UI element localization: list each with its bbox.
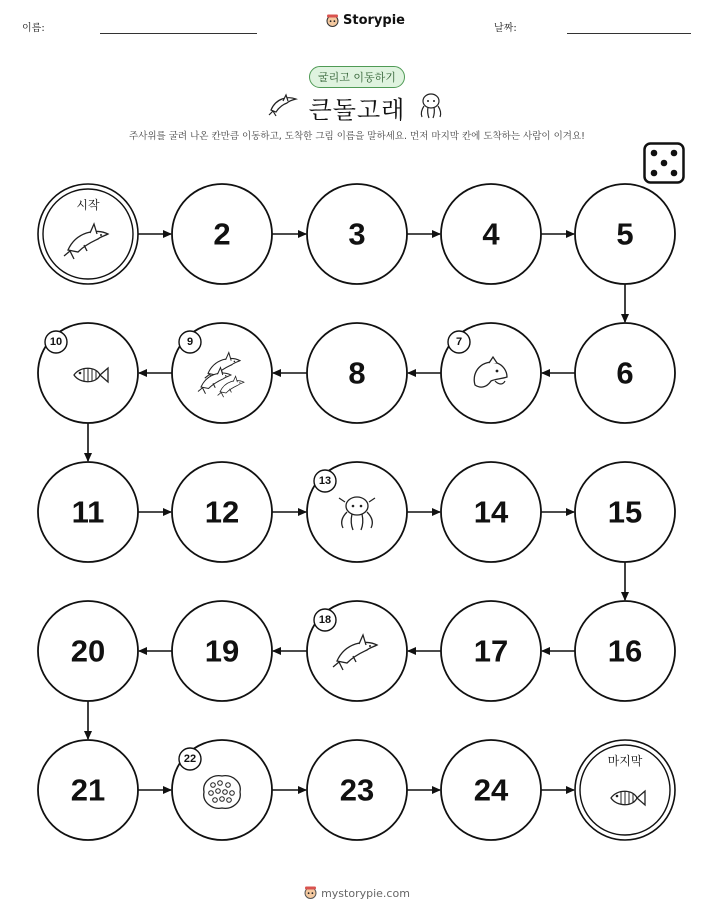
space-number: 23 (339, 772, 375, 808)
date-label: 날짜: (494, 23, 517, 34)
space-22 (172, 740, 272, 840)
space-number: 8 (348, 355, 366, 391)
space-number: 7 (455, 336, 463, 348)
space-number: 21 (70, 772, 106, 808)
name-label: 이름: (22, 23, 45, 34)
space-number: 16 (607, 633, 643, 669)
space-4 (441, 184, 541, 284)
space-16 (575, 601, 675, 701)
space-number: 11 (71, 494, 105, 530)
space-2 (172, 184, 272, 284)
space-number: 5 (616, 216, 634, 252)
space-6 (575, 323, 675, 423)
page-title: 큰돌고래 (308, 96, 406, 124)
space-number: 6 (616, 355, 634, 391)
space-10 (38, 323, 138, 423)
board-spaces (38, 184, 675, 840)
space-number: 20 (70, 633, 106, 669)
space-17 (441, 601, 541, 701)
footer-site: mystorypie.com (321, 886, 410, 900)
space-18 (307, 601, 407, 701)
space-23 (307, 740, 407, 840)
space-9 (172, 323, 272, 423)
space-24 (441, 740, 541, 840)
space-number: 24 (473, 772, 509, 808)
space-8 (307, 323, 407, 423)
space-number: 3 (348, 216, 366, 252)
space-19 (172, 601, 272, 701)
start-label: 시작 (76, 198, 100, 212)
space-1 (38, 184, 138, 284)
footer (0, 886, 714, 900)
space-13 (307, 462, 407, 562)
space-number: 22 (183, 753, 197, 765)
space-number: 19 (204, 633, 240, 669)
space-number: 12 (204, 494, 240, 530)
space-14 (441, 462, 541, 562)
space-number: 18 (318, 614, 332, 626)
category-pill: 굴리고 이동하기 (309, 66, 405, 88)
space-21 (38, 740, 138, 840)
space-number: 14 (473, 494, 509, 530)
egg-cluster-icon (204, 776, 241, 809)
space-number: 9 (186, 336, 194, 348)
mascot-icon (304, 886, 317, 900)
finish-label: 마지막 (607, 754, 643, 768)
space-number: 10 (49, 336, 63, 348)
space-number: 4 (482, 216, 500, 252)
space-12 (172, 462, 272, 562)
space-11 (38, 462, 138, 562)
instructions: 주사위를 굴려 나온 칸만큼 이동하고, 도착한 그림 이름을 말하세요. 먼저 마지막 칸에 도착하는 사람이 이겨요! (129, 131, 585, 142)
space-number: 13 (318, 475, 332, 487)
space-3 (307, 184, 407, 284)
space-5 (575, 184, 675, 284)
space-25 (575, 740, 675, 840)
space-20 (38, 601, 138, 701)
space-7 (441, 323, 541, 423)
brand-name: Storypie (343, 13, 405, 28)
space-number: 17 (473, 633, 509, 669)
space-number: 15 (607, 494, 643, 530)
space-15 (575, 462, 675, 562)
space-number: 2 (213, 216, 231, 252)
